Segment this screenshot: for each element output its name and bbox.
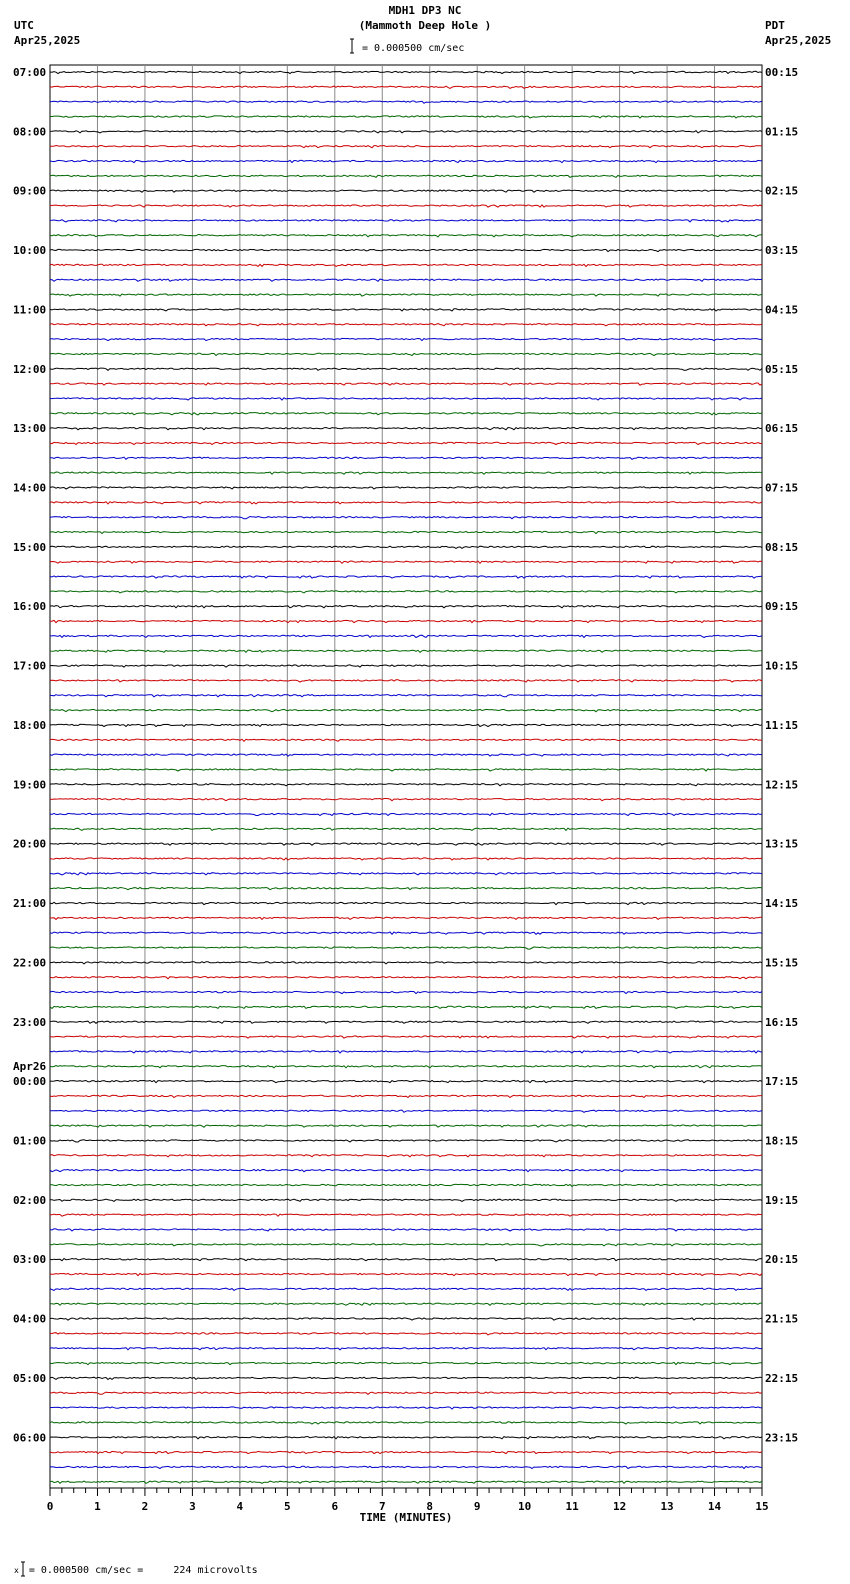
seismic-trace — [50, 86, 762, 88]
seismic-trace — [50, 695, 762, 697]
pdt-hour-label: 03:15 — [765, 244, 799, 258]
seismic-trace — [50, 1318, 762, 1320]
seismic-trace — [50, 175, 762, 177]
seismic-trace — [50, 828, 762, 830]
seismic-trace — [50, 858, 762, 860]
seismic-trace — [50, 1214, 762, 1216]
seismic-trace — [50, 294, 762, 296]
seismic-trace — [50, 1303, 762, 1305]
pdt-hour-label: 13:15 — [765, 837, 799, 851]
utc-hour-label: 08:00 — [13, 125, 47, 139]
x-tick-label: 9 — [473, 1500, 481, 1513]
pdt-hour-label: 22:15 — [765, 1371, 799, 1385]
seismic-trace — [50, 606, 762, 608]
seismic-trace — [50, 279, 762, 281]
seismic-trace — [50, 650, 762, 652]
pdt-hour-label: 09:15 — [765, 600, 799, 614]
x-tick-label: 6 — [331, 1500, 339, 1513]
pdt-hour-label: 12:15 — [765, 778, 799, 792]
seismic-trace — [50, 1036, 762, 1038]
left-date-label: Apr25,2025 — [14, 34, 81, 47]
seismic-trace — [50, 591, 762, 593]
seismic-trace — [50, 472, 762, 474]
utc-hour-label: 00:00 — [13, 1075, 47, 1089]
seismic-trace — [50, 324, 762, 326]
pdt-hour-label: 10:15 — [765, 659, 799, 673]
pdt-hour-label: 19:15 — [765, 1193, 799, 1207]
footer-mark: x — [14, 1566, 19, 1575]
seismic-trace — [50, 160, 762, 162]
seismic-trace — [50, 1288, 762, 1290]
utc-hour-label: 15:00 — [13, 540, 47, 554]
seismic-trace — [50, 1155, 762, 1157]
footer-scale-bar-icon — [19, 1561, 29, 1577]
utc-hour-label: 05:00 — [13, 1371, 47, 1385]
pdt-hour-label: 00:15 — [765, 66, 799, 79]
seismic-trace — [50, 1259, 762, 1261]
seismic-trace — [50, 1021, 762, 1023]
utc-hour-label: 09:00 — [13, 184, 47, 198]
seismic-trace — [50, 1170, 762, 1172]
x-tick-label: 11 — [565, 1500, 579, 1513]
seismic-trace — [50, 873, 762, 875]
seismic-trace — [50, 1140, 762, 1142]
seismic-trace — [50, 1481, 762, 1483]
x-tick-label: 13 — [660, 1500, 674, 1513]
seismic-trace — [50, 190, 762, 192]
utc-hour-label: 13:00 — [13, 422, 47, 436]
seismic-trace — [50, 531, 762, 533]
x-tick-label: 1 — [94, 1500, 101, 1513]
seismic-trace — [50, 517, 762, 519]
seismic-trace — [50, 576, 762, 578]
seismic-trace — [50, 1451, 762, 1453]
utc-hour-label: 18:00 — [13, 718, 47, 732]
station-name: (Mammoth Deep Hole ) — [358, 19, 492, 32]
pdt-hour-label: 04:15 — [765, 303, 799, 317]
utc-hour-label: 20:00 — [13, 837, 47, 851]
utc-hour-label: 11:00 — [13, 303, 47, 317]
seismic-trace — [50, 1110, 762, 1112]
seismic-trace — [50, 1184, 762, 1186]
pdt-hour-label: 11:15 — [765, 718, 799, 732]
x-tick-label: 15 — [755, 1500, 769, 1513]
seismic-trace — [50, 843, 762, 845]
seismic-trace — [50, 932, 762, 934]
pdt-hour-label: 05:15 — [765, 362, 799, 376]
seismic-trace — [50, 1244, 762, 1246]
x-tick-label: 7 — [378, 1500, 386, 1513]
seismic-trace — [50, 116, 762, 118]
seismic-trace — [50, 991, 762, 993]
utc-hour-label: 07:00 — [13, 66, 47, 79]
seismic-trace — [50, 1199, 762, 1201]
seismic-trace — [50, 1362, 762, 1364]
pdt-hour-label: 15:15 — [765, 956, 799, 970]
pdt-hour-label: 02:15 — [765, 184, 799, 198]
pdt-hour-label: 18:15 — [765, 1134, 799, 1148]
x-tick-label: 2 — [141, 1500, 149, 1513]
seismic-trace — [50, 220, 762, 222]
seismic-trace — [50, 1006, 762, 1008]
pdt-hour-label: 06:15 — [765, 422, 799, 436]
seismic-trace — [50, 1095, 762, 1097]
seismic-trace — [50, 784, 762, 786]
utc-hour-label: 10:00 — [13, 244, 47, 258]
x-tick-label: 4 — [236, 1500, 244, 1513]
utc-hour-label: 22:00 — [13, 956, 47, 970]
seismic-trace — [50, 1273, 762, 1275]
seismic-trace — [50, 902, 762, 904]
seismic-trace — [50, 502, 762, 504]
seismic-trace — [50, 353, 762, 355]
scale-text: = 0.000500 cm/sec — [362, 43, 465, 54]
pdt-hour-label: 23:15 — [765, 1431, 799, 1445]
seismic-trace — [50, 264, 762, 266]
seismic-trace — [50, 813, 762, 815]
date-change-label: Apr26 — [13, 1060, 47, 1074]
seismic-trace — [50, 309, 762, 311]
seismic-trace — [50, 487, 762, 489]
seismic-trace — [50, 205, 762, 207]
seismic-trace — [50, 1392, 762, 1394]
x-tick-label: 10 — [518, 1500, 532, 1513]
seismic-trace — [50, 917, 762, 919]
utc-hour-label: 03:00 — [13, 1253, 47, 1267]
utc-hour-label: 06:00 — [13, 1431, 47, 1445]
pdt-hour-label: 16:15 — [765, 1015, 799, 1029]
seismic-trace — [50, 546, 762, 548]
seismic-trace — [50, 799, 762, 801]
utc-hour-label: 21:00 — [13, 897, 47, 911]
seismic-trace — [50, 398, 762, 400]
left-timezone-label: UTC — [14, 19, 34, 32]
seismic-trace — [50, 442, 762, 444]
utc-hour-label: 12:00 — [13, 362, 47, 376]
utc-hour-label: 14:00 — [13, 481, 47, 495]
seismic-trace — [50, 1080, 762, 1082]
x-tick-label: 5 — [284, 1500, 291, 1513]
seismic-trace — [50, 428, 762, 430]
utc-hour-label: 02:00 — [13, 1193, 47, 1207]
x-tick-label: 8 — [426, 1500, 434, 1513]
utc-hour-label: 16:00 — [13, 600, 47, 614]
pdt-hour-label: 01:15 — [765, 125, 799, 139]
seismic-trace — [50, 665, 762, 667]
seismic-trace — [50, 620, 762, 622]
utc-hour-label: 17:00 — [13, 659, 47, 673]
seismic-trace — [50, 635, 762, 637]
seismic-trace — [50, 1466, 762, 1468]
seismic-trace — [50, 1125, 762, 1127]
pdt-hour-label: 07:15 — [765, 481, 799, 495]
utc-hour-label: 19:00 — [13, 778, 47, 792]
x-tick-label: 12 — [612, 1500, 627, 1513]
seismic-trace — [50, 383, 762, 385]
seismic-trace — [50, 1348, 762, 1350]
seismic-trace — [50, 146, 762, 148]
pdt-hour-label: 17:15 — [765, 1075, 799, 1089]
seismic-trace — [50, 1333, 762, 1335]
seismic-trace — [50, 368, 762, 370]
seismic-trace — [50, 1066, 762, 1068]
seismic-trace — [50, 101, 762, 103]
seismic-trace — [50, 709, 762, 711]
seismic-trace — [50, 1229, 762, 1231]
seismic-trace — [50, 1437, 762, 1439]
footer-scale — [2, 1548, 258, 1577]
seismic-trace — [50, 739, 762, 741]
seismic-trace — [50, 977, 762, 979]
seismic-trace — [50, 962, 762, 964]
seismic-trace — [50, 131, 762, 133]
x-tick-label: 3 — [189, 1500, 196, 1513]
seismic-trace — [50, 457, 762, 459]
utc-hour-label: 04:00 — [13, 1312, 47, 1326]
seismic-trace — [50, 71, 762, 73]
x-tick-label: 14 — [707, 1500, 722, 1513]
pdt-hour-label: 14:15 — [765, 897, 799, 911]
pdt-hour-label: 20:15 — [765, 1253, 799, 1267]
seismic-trace — [50, 338, 762, 340]
seismic-trace — [50, 947, 762, 949]
pdt-hour-label: 08:15 — [765, 540, 799, 554]
seismic-trace — [50, 769, 762, 771]
seismic-trace — [50, 413, 762, 415]
utc-hour-label: 01:00 — [13, 1134, 47, 1148]
seismic-trace — [50, 754, 762, 756]
x-axis-label: TIME (MINUTES) — [359, 1511, 453, 1524]
seismic-trace — [50, 1407, 762, 1409]
seismic-trace — [50, 235, 762, 237]
footer-text: = 0.000500 cm/sec = 224 microvolts — [28, 1565, 258, 1576]
seismic-trace — [50, 249, 762, 251]
seismic-trace — [50, 724, 762, 726]
right-date-label: Apr25,2025 — [765, 34, 832, 47]
seismic-trace — [50, 1422, 762, 1424]
seismic-trace — [50, 1051, 762, 1053]
station-title: MDH1 DP3 NC — [388, 4, 462, 17]
utc-hour-label: 23:00 — [13, 1015, 47, 1029]
right-timezone-label: PDT — [765, 19, 785, 32]
seismic-trace — [50, 680, 762, 682]
seismic-trace — [50, 561, 762, 563]
x-tick-label: 0 — [46, 1500, 54, 1513]
seismic-trace — [50, 1377, 762, 1379]
seismic-trace — [50, 888, 762, 890]
pdt-hour-label: 21:15 — [765, 1312, 799, 1326]
